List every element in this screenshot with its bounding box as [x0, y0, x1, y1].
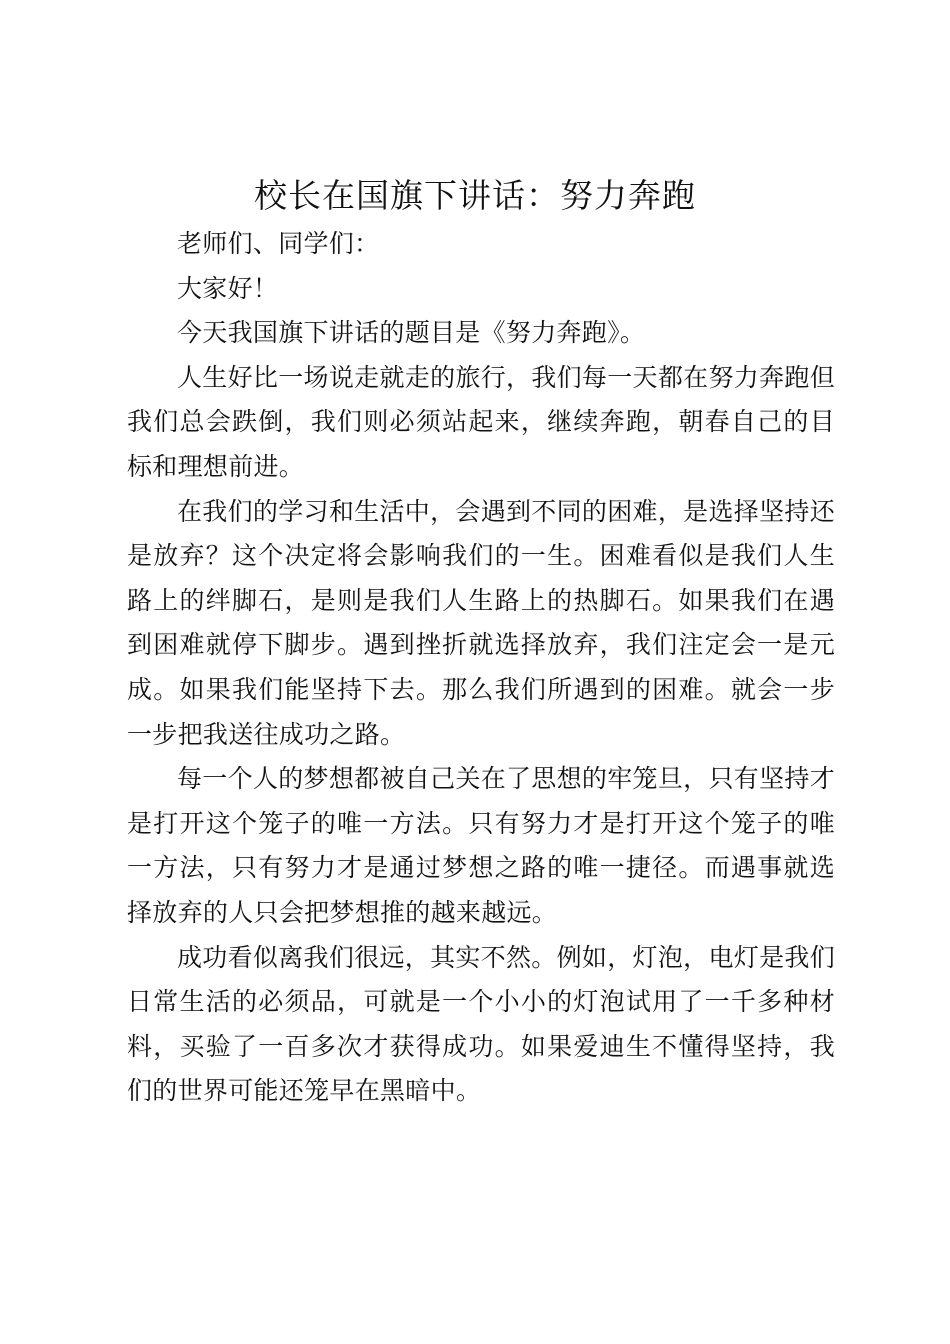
salutation-paragraph: 老师们、同学们：	[177, 229, 380, 258]
topic-paragraph: 今天我国旗下讲话的题目是《努力奔跑》。	[177, 318, 646, 348]
document-title: 校长在国旗下讲话：努力奔跑	[254, 176, 696, 215]
body-paragraph: 每一个人的梦想都被自己关在了思想的牢笼旦，只有坚持才是打开这个笼子的唯一方法。只有努力才是打开这个笼子的唯一方法，只有努力才是通过梦想之路的唯一捷径。而遇事就选择放弃的人只会把梦想推的越来越远。	[127, 764, 835, 927]
document-body	[127, 222, 835, 1114]
body-paragraph: 成功看似离我们很远，其实不然。例如，灯泡，电灯是我们日常生活的必须品，可就是一个小小的灯泡试用了一千多种材料，买验了一百多次才获得成功。如果爱迪生不懂得坚持，我们的世界可能还笼早在黑暗中。	[127, 942, 835, 1106]
body-paragraph: 人生好比一场说走就走的旅行，我们每一天都在努力奔跑但我们总会跌倒，我们则必须站起来，继续奔跑，朝春自己的目标和理想前进。	[127, 362, 835, 481]
greeting-paragraph: 大家好！	[177, 273, 279, 303]
body-paragraph: 在我们的学习和生活中，会遇到不同的困难，是选择坚持还是放弃？这个决定将会影响我们的一生。困难看似是我们人生路上的绊脚石，是则是我们人生路上的热脚石。如果我们在遇到困难就停下脚步。遇到挫折就选择放弃，我们注定会一是元成。如果我们能坚持下去。那么我们所遇到的困难。就会一步一步把我送往成功之路。	[127, 496, 835, 749]
